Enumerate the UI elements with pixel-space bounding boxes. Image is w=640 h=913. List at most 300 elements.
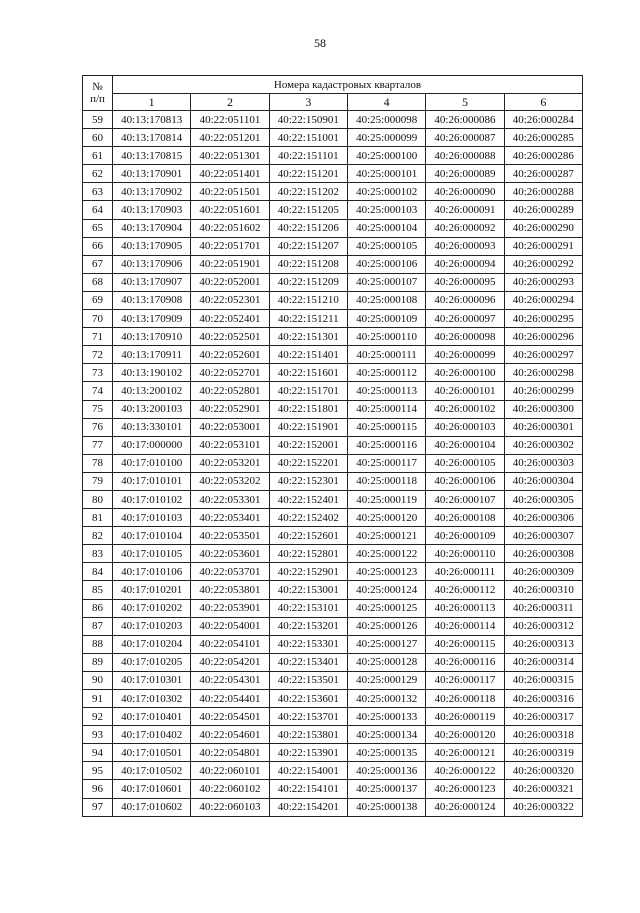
cadastral-number-cell: 40:22:151207	[269, 237, 347, 255]
cadastral-number-cell: 40:26:000305	[504, 490, 582, 508]
cadastral-number-cell: 40:26:000123	[426, 780, 504, 798]
cadastral-number-cell: 40:26:000296	[504, 328, 582, 346]
cadastral-number-cell: 40:26:000321	[504, 780, 582, 798]
cadastral-number-cell: 40:17:010203	[113, 617, 191, 635]
cadastral-number-cell: 40:25:000133	[347, 708, 425, 726]
row-number-cell: 87	[83, 617, 113, 635]
row-number-cell: 91	[83, 690, 113, 708]
cadastral-number-cell: 40:25:000136	[347, 762, 425, 780]
table-row	[83, 219, 583, 237]
cadastral-number-cell: 40:22:051101	[191, 111, 269, 129]
cadastral-number-cell: 40:26:000303	[504, 454, 582, 472]
column-number: 6	[504, 94, 582, 111]
cadastral-number-cell: 40:22:151206	[269, 219, 347, 237]
cadastral-number-cell: 40:26:000314	[504, 653, 582, 671]
cadastral-number-cell: 40:25:000125	[347, 599, 425, 617]
cadastral-number-cell: 40:22:153101	[269, 599, 347, 617]
cadastral-number-cell: 40:26:000122	[426, 762, 504, 780]
table-row	[83, 454, 583, 472]
table-row	[83, 563, 583, 581]
table-row	[83, 111, 583, 129]
header-group-title: Номера кадастровых кварталов	[113, 76, 583, 94]
cadastral-number-cell: 40:22:152401	[269, 490, 347, 508]
row-number-cell: 97	[83, 798, 113, 816]
cadastral-number-cell: 40:26:000113	[426, 599, 504, 617]
cadastral-number-cell: 40:17:010501	[113, 744, 191, 762]
cadastral-number-cell: 40:26:000315	[504, 671, 582, 689]
table-row	[83, 671, 583, 689]
cadastral-number-cell: 40:22:053001	[191, 418, 269, 436]
row-number-cell: 95	[83, 762, 113, 780]
row-number-cell: 85	[83, 581, 113, 599]
cadastral-number-cell: 40:26:000093	[426, 237, 504, 255]
row-number-cell: 93	[83, 726, 113, 744]
cadastral-number-cell: 40:22:051401	[191, 165, 269, 183]
cadastral-number-cell: 40:26:000096	[426, 291, 504, 309]
cadastral-number-cell: 40:25:000100	[347, 147, 425, 165]
header-row-number	[83, 76, 113, 111]
cadastral-number-cell: 40:22:053401	[191, 509, 269, 527]
cadastral-number-cell: 40:22:054201	[191, 653, 269, 671]
table-body	[83, 111, 583, 817]
table-row	[83, 708, 583, 726]
cadastral-number-cell: 40:22:153401	[269, 653, 347, 671]
cadastral-number-cell: 40:22:054501	[191, 708, 269, 726]
row-number-cell: 70	[83, 310, 113, 328]
cadastral-number-cell: 40:17:010100	[113, 454, 191, 472]
cadastral-number-cell: 40:25:000102	[347, 183, 425, 201]
cadastral-number-cell: 40:25:000128	[347, 653, 425, 671]
cadastral-number-cell: 40:26:000293	[504, 273, 582, 291]
cadastral-number-cell: 40:22:054801	[191, 744, 269, 762]
cadastral-number-cell: 40:22:052601	[191, 346, 269, 364]
cadastral-number-cell: 40:22:054401	[191, 690, 269, 708]
cadastral-number-cell: 40:25:000101	[347, 165, 425, 183]
cadastral-number-cell: 40:22:052701	[191, 364, 269, 382]
cadastral-number-cell: 40:25:000108	[347, 291, 425, 309]
column-number: 5	[426, 94, 504, 111]
cadastral-number-cell: 40:26:000309	[504, 563, 582, 581]
cadastral-number-cell: 40:25:000122	[347, 545, 425, 563]
cadastral-number-cell: 40:17:010106	[113, 563, 191, 581]
cadastral-number-cell: 40:17:010302	[113, 690, 191, 708]
cadastral-number-cell: 40:13:170903	[113, 201, 191, 219]
table-row	[83, 635, 583, 653]
cadastral-number-cell: 40:25:000124	[347, 581, 425, 599]
cadastral-number-cell: 40:17:010602	[113, 798, 191, 816]
cadastral-number-cell: 40:25:000106	[347, 255, 425, 273]
table-row	[83, 490, 583, 508]
column-number: 3	[269, 94, 347, 111]
cadastral-number-cell: 40:17:010102	[113, 490, 191, 508]
cadastral-number-cell: 40:26:000299	[504, 382, 582, 400]
cadastral-number-cell: 40:25:000115	[347, 418, 425, 436]
cadastral-number-cell: 40:26:000107	[426, 490, 504, 508]
table-row	[83, 201, 583, 219]
cadastral-number-cell: 40:22:054101	[191, 635, 269, 653]
row-number-cell: 79	[83, 472, 113, 490]
cadastral-number-cell: 40:26:000119	[426, 708, 504, 726]
cadastral-number-cell: 40:26:000319	[504, 744, 582, 762]
cadastral-number-cell: 40:13:170901	[113, 165, 191, 183]
cadastral-number-cell: 40:22:153901	[269, 744, 347, 762]
row-number-cell: 67	[83, 255, 113, 273]
cadastral-number-cell: 40:26:000284	[504, 111, 582, 129]
row-number-cell: 77	[83, 436, 113, 454]
cadastral-number-cell: 40:17:010202	[113, 599, 191, 617]
cadastral-number-cell: 40:17:000000	[113, 436, 191, 454]
cadastral-number-cell: 40:26:000291	[504, 237, 582, 255]
cadastral-number-cell: 40:25:000103	[347, 201, 425, 219]
cadastral-number-cell: 40:26:000103	[426, 418, 504, 436]
cadastral-number-cell: 40:26:000109	[426, 527, 504, 545]
row-number-cell: 68	[83, 273, 113, 291]
cadastral-number-cell: 40:22:060103	[191, 798, 269, 816]
cadastral-number-cell: 40:26:000302	[504, 436, 582, 454]
cadastral-number-cell: 40:26:000310	[504, 581, 582, 599]
cadastral-number-cell: 40:26:000301	[504, 418, 582, 436]
cadastral-number-cell: 40:13:170814	[113, 129, 191, 147]
cadastral-number-cell: 40:25:000113	[347, 382, 425, 400]
cadastral-number-cell: 40:13:170813	[113, 111, 191, 129]
table-row	[83, 744, 583, 762]
cadastral-number-cell: 40:22:060101	[191, 762, 269, 780]
cadastral-number-cell: 40:25:000120	[347, 509, 425, 527]
cadastral-number-cell: 40:22:153301	[269, 635, 347, 653]
cadastral-number-cell: 40:22:051501	[191, 183, 269, 201]
cadastral-number-cell: 40:13:170904	[113, 219, 191, 237]
cadastral-number-cell: 40:22:152402	[269, 509, 347, 527]
cadastral-number-cell: 40:22:151209	[269, 273, 347, 291]
cadastral-number-cell: 40:13:170902	[113, 183, 191, 201]
table-row	[83, 690, 583, 708]
cadastral-number-cell: 40:22:151210	[269, 291, 347, 309]
cadastral-number-cell: 40:17:010204	[113, 635, 191, 653]
cadastral-number-cell: 40:26:000097	[426, 310, 504, 328]
cadastral-number-cell: 40:22:151001	[269, 129, 347, 147]
cadastral-number-cell: 40:26:000112	[426, 581, 504, 599]
cadastral-number-cell: 40:25:000117	[347, 454, 425, 472]
cadastral-number-cell: 40:22:051601	[191, 201, 269, 219]
cadastral-number-cell: 40:25:000118	[347, 472, 425, 490]
cadastral-number-cell: 40:26:000095	[426, 273, 504, 291]
table-row	[83, 617, 583, 635]
table-row	[83, 147, 583, 165]
cadastral-number-cell: 40:13:170909	[113, 310, 191, 328]
cadastral-number-cell: 40:25:000114	[347, 400, 425, 418]
cadastral-number-cell: 40:22:152901	[269, 563, 347, 581]
cadastral-number-cell: 40:26:000087	[426, 129, 504, 147]
row-number-cell: 63	[83, 183, 113, 201]
cadastral-number-cell: 40:25:000111	[347, 346, 425, 364]
row-number-cell: 92	[83, 708, 113, 726]
cadastral-number-cell: 40:22:151701	[269, 382, 347, 400]
cadastral-number-cell: 40:25:000135	[347, 744, 425, 762]
table-row	[83, 762, 583, 780]
cadastral-number-cell: 40:26:000115	[426, 635, 504, 653]
cadastral-number-cell: 40:22:152001	[269, 436, 347, 454]
cadastral-number-cell: 40:25:000123	[347, 563, 425, 581]
cadastral-number-cell: 40:22:054001	[191, 617, 269, 635]
cadastral-number-cell: 40:26:000288	[504, 183, 582, 201]
table-row	[83, 472, 583, 490]
cadastral-number-cell: 40:26:000091	[426, 201, 504, 219]
row-number-cell: 75	[83, 400, 113, 418]
cadastral-number-cell: 40:22:154201	[269, 798, 347, 816]
row-number-cell: 76	[83, 418, 113, 436]
cadastral-number-cell: 40:22:152301	[269, 472, 347, 490]
cadastral-number-cell: 40:17:010401	[113, 708, 191, 726]
cadastral-number-cell: 40:22:051301	[191, 147, 269, 165]
table-row	[83, 581, 583, 599]
cadastral-number-cell: 40:26:000114	[426, 617, 504, 635]
row-number-cell: 82	[83, 527, 113, 545]
cadastral-number-cell: 40:22:151201	[269, 165, 347, 183]
table-row	[83, 780, 583, 798]
cadastral-number-cell: 40:26:000102	[426, 400, 504, 418]
cadastral-number-cell: 40:26:000101	[426, 382, 504, 400]
cadastral-number-cell: 40:22:151301	[269, 328, 347, 346]
cadastral-number-cell: 40:22:154101	[269, 780, 347, 798]
cadastral-number-cell: 40:13:170906	[113, 255, 191, 273]
cadastral-number-cell: 40:26:000316	[504, 690, 582, 708]
cadastral-number-cell: 40:13:200102	[113, 382, 191, 400]
cadastral-number-cell: 40:22:151101	[269, 147, 347, 165]
table-row	[83, 165, 583, 183]
cadastral-number-cell: 40:25:000112	[347, 364, 425, 382]
row-number-cell: 74	[83, 382, 113, 400]
cadastral-number-cell: 40:26:000306	[504, 509, 582, 527]
table-row	[83, 328, 583, 346]
table-row	[83, 364, 583, 382]
header-pp: п/п	[90, 93, 105, 105]
cadastral-number-cell: 40:13:170910	[113, 328, 191, 346]
column-number: 4	[347, 94, 425, 111]
cadastral-number-cell: 40:22:152601	[269, 527, 347, 545]
table-row	[83, 509, 583, 527]
row-number-cell: 65	[83, 219, 113, 237]
cadastral-number-cell: 40:25:000138	[347, 798, 425, 816]
cadastral-number-cell: 40:22:053101	[191, 436, 269, 454]
row-number-cell: 86	[83, 599, 113, 617]
cadastral-number-cell: 40:17:010402	[113, 726, 191, 744]
cadastral-number-cell: 40:22:151211	[269, 310, 347, 328]
cadastral-number-cell: 40:26:000312	[504, 617, 582, 635]
cadastral-number-cell: 40:26:000100	[426, 364, 504, 382]
cadastral-number-cell: 40:26:000120	[426, 726, 504, 744]
cadastral-number-cell: 40:13:190102	[113, 364, 191, 382]
table-row	[83, 273, 583, 291]
table-row	[83, 400, 583, 418]
cadastral-number-cell: 40:22:052301	[191, 291, 269, 309]
cadastral-number-cell: 40:25:000134	[347, 726, 425, 744]
cadastral-number-cell: 40:25:000132	[347, 690, 425, 708]
row-number-cell: 60	[83, 129, 113, 147]
table-row	[83, 527, 583, 545]
cadastral-number-cell: 40:22:054601	[191, 726, 269, 744]
cadastral-number-cell: 40:26:000099	[426, 346, 504, 364]
cadastral-number-cell: 40:22:153201	[269, 617, 347, 635]
cadastral-number-cell: 40:22:052001	[191, 273, 269, 291]
cadastral-number-cell: 40:26:000304	[504, 472, 582, 490]
cadastral-number-cell: 40:26:000092	[426, 219, 504, 237]
cadastral-number-cell: 40:17:010201	[113, 581, 191, 599]
cadastral-number-cell: 40:26:000108	[426, 509, 504, 527]
cadastral-number-cell: 40:25:000105	[347, 237, 425, 255]
cadastral-number-cell: 40:22:051602	[191, 219, 269, 237]
cadastral-number-cell: 40:25:000104	[347, 219, 425, 237]
table-row	[83, 653, 583, 671]
cadastral-number-cell: 40:22:153801	[269, 726, 347, 744]
cadastral-number-cell: 40:22:053801	[191, 581, 269, 599]
cadastral-number-cell: 40:26:000106	[426, 472, 504, 490]
table-row	[83, 382, 583, 400]
row-number-cell: 66	[83, 237, 113, 255]
table-row	[83, 599, 583, 617]
row-number-cell: 64	[83, 201, 113, 219]
cadastral-number-cell: 40:22:151901	[269, 418, 347, 436]
cadastral-number-cell: 40:26:000090	[426, 183, 504, 201]
cadastral-number-cell: 40:26:000318	[504, 726, 582, 744]
cadastral-number-cell: 40:26:000118	[426, 690, 504, 708]
cadastral-number-cell: 40:26:000124	[426, 798, 504, 816]
cadastral-number-cell: 40:22:053601	[191, 545, 269, 563]
cadastral-number-cell: 40:22:153601	[269, 690, 347, 708]
cadastral-number-cell: 40:22:153001	[269, 581, 347, 599]
cadastral-number-cell: 40:22:051701	[191, 237, 269, 255]
cadastral-number-cell: 40:22:152201	[269, 454, 347, 472]
cadastral-number-cell: 40:22:053202	[191, 472, 269, 490]
table-row	[83, 129, 583, 147]
cadastral-number-cell: 40:13:330101	[113, 418, 191, 436]
table-row	[83, 310, 583, 328]
cadastral-number-cell: 40:26:000121	[426, 744, 504, 762]
cadastral-number-cell: 40:26:000295	[504, 310, 582, 328]
cadastral-number-cell: 40:25:000121	[347, 527, 425, 545]
cadastral-number-cell: 40:22:060102	[191, 780, 269, 798]
cadastral-number-cell: 40:26:000286	[504, 147, 582, 165]
cadastral-number-cell: 40:26:000294	[504, 291, 582, 309]
cadastral-number-cell: 40:26:000285	[504, 129, 582, 147]
cadastral-number-cell: 40:26:000088	[426, 147, 504, 165]
table-row	[83, 436, 583, 454]
cadastral-number-cell: 40:25:000119	[347, 490, 425, 508]
cadastral-number-cell: 40:13:170911	[113, 346, 191, 364]
cadastral-number-cell: 40:22:053201	[191, 454, 269, 472]
cadastral-number-cell: 40:26:000317	[504, 708, 582, 726]
row-number-cell: 71	[83, 328, 113, 346]
cadastral-number-cell: 40:22:151801	[269, 400, 347, 418]
cadastral-number-cell: 40:22:051901	[191, 255, 269, 273]
row-number-cell: 73	[83, 364, 113, 382]
cadastral-number-cell: 40:13:170908	[113, 291, 191, 309]
row-number-cell: 80	[83, 490, 113, 508]
row-number-cell: 89	[83, 653, 113, 671]
cadastral-number-cell: 40:22:053501	[191, 527, 269, 545]
cadastral-number-cell: 40:26:000104	[426, 436, 504, 454]
row-number-cell: 94	[83, 744, 113, 762]
cadastral-number-cell: 40:22:152801	[269, 545, 347, 563]
table-row	[83, 798, 583, 816]
row-number-cell: 62	[83, 165, 113, 183]
table-row	[83, 418, 583, 436]
cadastral-number-cell: 40:25:000099	[347, 129, 425, 147]
cadastral-number-cell: 40:22:151208	[269, 255, 347, 273]
cadastral-number-cell: 40:25:000116	[347, 436, 425, 454]
table-row	[83, 291, 583, 309]
row-number-cell: 84	[83, 563, 113, 581]
row-number-cell: 59	[83, 111, 113, 129]
cadastral-number-cell: 40:13:200103	[113, 400, 191, 418]
cadastral-number-cell: 40:22:151601	[269, 364, 347, 382]
row-number-cell: 69	[83, 291, 113, 309]
cadastral-number-cell: 40:22:053301	[191, 490, 269, 508]
cadastral-number-cell: 40:22:054301	[191, 671, 269, 689]
table-row	[83, 255, 583, 273]
cadastral-number-cell: 40:26:000094	[426, 255, 504, 273]
cadastral-number-cell: 40:25:000137	[347, 780, 425, 798]
cadastral-number-cell: 40:26:000298	[504, 364, 582, 382]
cadastral-number-cell: 40:26:000089	[426, 165, 504, 183]
cadastral-number-cell: 40:22:052401	[191, 310, 269, 328]
cadastral-number-cell: 40:26:000289	[504, 201, 582, 219]
row-number-cell: 78	[83, 454, 113, 472]
cadastral-number-cell: 40:17:010502	[113, 762, 191, 780]
cadastral-number-cell: 40:22:052501	[191, 328, 269, 346]
cadastral-number-cell: 40:17:010301	[113, 671, 191, 689]
cadastral-number-cell: 40:22:150901	[269, 111, 347, 129]
cadastral-number-cell: 40:26:000287	[504, 165, 582, 183]
cadastral-number-cell: 40:17:010101	[113, 472, 191, 490]
cadastral-number-cell: 40:22:051201	[191, 129, 269, 147]
cadastral-number-cell: 40:22:052801	[191, 382, 269, 400]
cadastral-number-cell: 40:13:170907	[113, 273, 191, 291]
cadastral-number-cell: 40:25:000129	[347, 671, 425, 689]
cadastral-number-cell: 40:26:000098	[426, 328, 504, 346]
cadastral-number-cell: 40:17:010104	[113, 527, 191, 545]
row-number-cell: 83	[83, 545, 113, 563]
table-row	[83, 346, 583, 364]
cadastral-number-cell: 40:26:000290	[504, 219, 582, 237]
cadastral-number-cell: 40:26:000116	[426, 653, 504, 671]
cadastral-number-cell: 40:13:170815	[113, 147, 191, 165]
row-number-cell: 88	[83, 635, 113, 653]
row-number-cell: 90	[83, 671, 113, 689]
cadastral-number-cell: 40:22:153501	[269, 671, 347, 689]
row-number-cell: 96	[83, 780, 113, 798]
cadastral-number-cell: 40:22:151401	[269, 346, 347, 364]
cadastral-quarters-table	[82, 75, 583, 817]
cadastral-number-cell: 40:26:000111	[426, 563, 504, 581]
cadastral-number-cell: 40:26:000110	[426, 545, 504, 563]
cadastral-number-cell: 40:25:000109	[347, 310, 425, 328]
cadastral-number-cell: 40:22:053901	[191, 599, 269, 617]
cadastral-number-cell: 40:22:053701	[191, 563, 269, 581]
cadastral-number-cell: 40:17:010205	[113, 653, 191, 671]
cadastral-number-cell: 40:26:000313	[504, 635, 582, 653]
cadastral-number-cell: 40:26:000297	[504, 346, 582, 364]
cadastral-number-cell: 40:25:000098	[347, 111, 425, 129]
cadastral-number-cell: 40:13:170905	[113, 237, 191, 255]
column-number: 2	[191, 94, 269, 111]
cadastral-number-cell: 40:22:153701	[269, 708, 347, 726]
cadastral-number-cell: 40:17:010103	[113, 509, 191, 527]
table-row	[83, 183, 583, 201]
cadastral-number-cell: 40:22:151205	[269, 201, 347, 219]
cadastral-number-cell: 40:26:000105	[426, 454, 504, 472]
table-row	[83, 237, 583, 255]
row-number-cell: 81	[83, 509, 113, 527]
